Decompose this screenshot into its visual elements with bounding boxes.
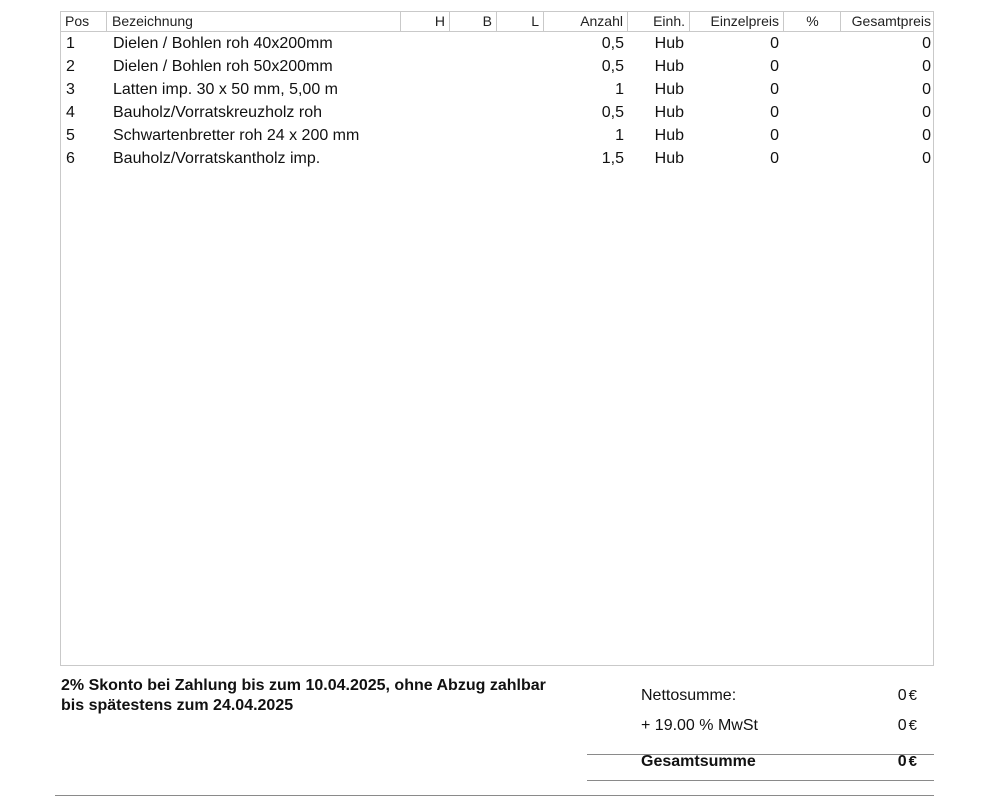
totals-block: [587, 684, 934, 784]
row-quantity: 0,5: [601, 58, 624, 75]
header-h: H: [402, 12, 450, 31]
payment-terms-line-1: 2% Skonto bei Zahlung bis zum 10.04.2025, ohne Abzug zahlbar: [61, 677, 546, 694]
row-quantity: 1: [615, 81, 624, 98]
row-l: [498, 78, 544, 101]
payment-terms-note: [61, 676, 601, 716]
row-h: [402, 147, 450, 170]
totals-divider-bottom: [587, 780, 934, 781]
row-quantity: 0,5: [601, 104, 624, 121]
row-description: Schwartenbretter roh 24 x 200 mm: [113, 127, 360, 144]
header-l: L: [498, 12, 544, 31]
header-b: B: [451, 12, 497, 31]
row-percent: [785, 124, 841, 147]
gross-total-amount: 0: [897, 753, 907, 770]
row-percent: [785, 78, 841, 101]
row-b: [451, 32, 497, 55]
row-description: Latten imp. 30 x 50 mm, 5,00 m: [113, 81, 338, 98]
row-b: [451, 124, 497, 147]
vat-value: [898, 714, 917, 738]
net-total-amount: 0: [897, 687, 907, 704]
gross-total-row: [587, 750, 934, 774]
row-description: Dielen / Bohlen roh 40x200mm: [113, 35, 333, 52]
header-total-price: Gesamtpreis: [851, 13, 931, 29]
row-pos: 5: [66, 127, 75, 144]
row-unit-price: 0: [770, 127, 779, 144]
row-total-price: 0: [922, 81, 931, 98]
row-total-price: 0: [922, 35, 931, 52]
table-row: [61, 147, 933, 170]
row-l: [498, 147, 544, 170]
row-unit: Hub: [654, 127, 684, 144]
row-h: [402, 32, 450, 55]
row-pos: 1: [66, 35, 75, 52]
row-quantity: 0,5: [601, 35, 624, 52]
row-b: [451, 147, 497, 170]
net-total-row: [587, 684, 934, 708]
row-unit-price: 0: [770, 35, 779, 52]
table-row: [61, 78, 933, 101]
row-unit: Hub: [654, 104, 684, 121]
gross-total-currency: €: [908, 753, 917, 770]
gross-total-value: [898, 750, 917, 774]
row-total-price: 0: [922, 150, 931, 167]
row-description: Bauholz/Vorratskantholz imp.: [113, 150, 321, 167]
row-l: [498, 32, 544, 55]
row-total-price: 0: [922, 104, 931, 121]
row-total-price: 0: [922, 127, 931, 144]
row-l: [498, 55, 544, 78]
row-h: [402, 101, 450, 124]
row-quantity: 1: [615, 127, 624, 144]
row-h: [402, 55, 450, 78]
payment-terms-line-2: bis spätestens zum 24.04.2025: [61, 697, 294, 714]
vat-label: + 19.00 % MwSt: [641, 717, 758, 734]
row-pos: 4: [66, 104, 75, 121]
row-pos: 6: [66, 150, 75, 167]
row-quantity: 1,5: [601, 150, 624, 167]
row-unit-price: 0: [770, 104, 779, 121]
row-percent: [785, 32, 841, 55]
vat-row: [587, 714, 934, 738]
items-table: [60, 11, 934, 666]
row-description: Dielen / Bohlen roh 50x200mm: [113, 58, 333, 75]
header-unit-price: Einzelpreis: [691, 12, 784, 31]
row-total-price: 0: [922, 58, 931, 75]
row-unit: Hub: [654, 150, 684, 167]
items-table-header: [61, 12, 933, 32]
row-percent: [785, 147, 841, 170]
row-unit: Hub: [654, 81, 684, 98]
row-percent: [785, 55, 841, 78]
header-description: Bezeichnung: [108, 12, 401, 31]
row-pos: 3: [66, 81, 75, 98]
page-bottom-rule: [55, 795, 934, 796]
row-description: Bauholz/Vorratskreuzholz roh: [113, 104, 322, 121]
row-pos: 2: [66, 58, 75, 75]
row-h: [402, 78, 450, 101]
header-percent: %: [785, 12, 841, 31]
row-l: [498, 101, 544, 124]
net-total-currency: €: [908, 687, 917, 704]
net-total-value: [898, 684, 917, 708]
header-pos: Pos: [61, 12, 107, 31]
row-b: [451, 101, 497, 124]
gross-total-label: Gesamtsumme: [641, 753, 756, 770]
row-unit: Hub: [654, 35, 684, 52]
vat-currency: €: [908, 717, 917, 734]
row-b: [451, 55, 497, 78]
table-row: [61, 55, 933, 78]
row-b: [451, 78, 497, 101]
row-unit: Hub: [654, 58, 684, 75]
header-quantity: Anzahl: [545, 12, 628, 31]
row-l: [498, 124, 544, 147]
row-h: [402, 124, 450, 147]
net-total-label: Nettosumme:: [641, 687, 737, 704]
header-unit: Einh.: [629, 12, 690, 31]
vat-amount: 0: [897, 717, 907, 734]
table-row: [61, 124, 933, 147]
table-row: [61, 101, 933, 124]
row-unit-price: 0: [770, 150, 779, 167]
items-table-body: [61, 32, 933, 170]
row-unit-price: 0: [770, 81, 779, 98]
table-row: [61, 32, 933, 55]
row-unit-price: 0: [770, 58, 779, 75]
row-percent: [785, 101, 841, 124]
